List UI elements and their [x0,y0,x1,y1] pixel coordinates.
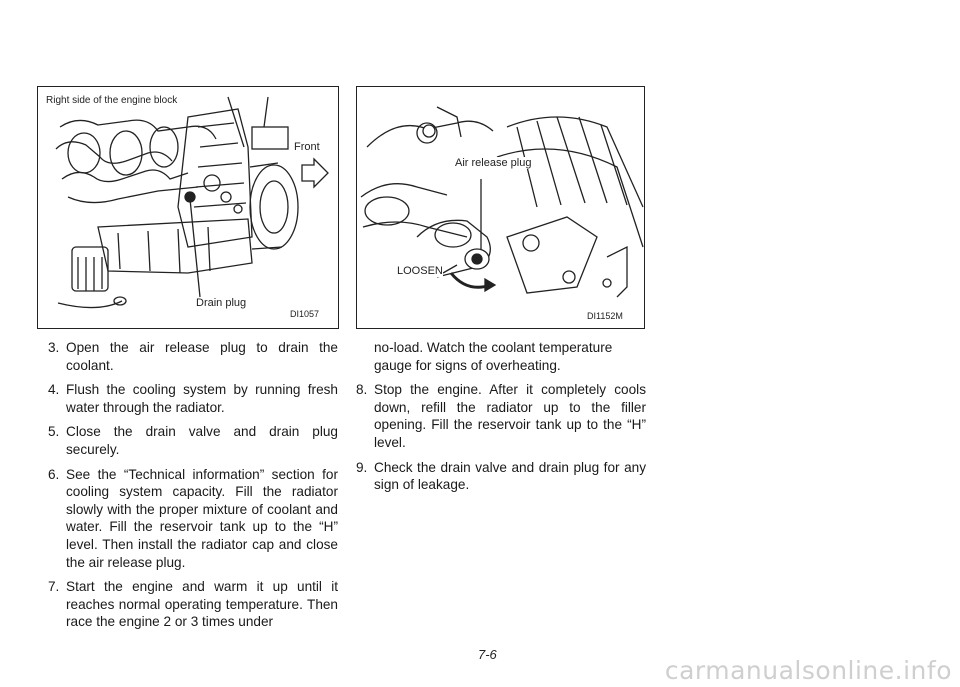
step-number: 6. [48,466,60,482]
step-4 [48,381,338,416]
engine-block-figure [37,86,339,329]
loosen-label: LOOSEN [397,265,443,277]
air-release-illustration [357,87,644,328]
step-text: See the “Technical information” section for cooling system capacity. Fill the radiator slowly with the proper mixture of coolant and water. Fill the reservoir tank up to the “H” level. Then install the radiator cap and close the air release plug. [66,466,338,570]
step-number: 9. [356,459,368,475]
air-release-plug-label: Air release plug [455,157,532,169]
step-text: Stop the engine. After it completely cools down, refill the radiator up to the filler opening. Fill the reservoir tank up to the “H” level. [374,382,646,450]
drain-plug-label: Drain plug [196,297,247,309]
page-number: 7-6 [478,647,497,662]
air-release-figure [356,86,645,329]
step-number: 5. [48,424,60,440]
figure-id: DI1057 [290,309,320,319]
front-label: Front [294,141,320,153]
figure-title: Right side of the engine block [46,95,178,106]
step-text: Flush the cooling system by running fresh water through the radiator. [66,382,338,415]
engine-block-illustration [38,87,338,328]
right-column [356,339,646,501]
step-8 [356,381,646,451]
step-number: 7. [48,579,60,595]
watermark: carmanualsonline.info [664,656,952,685]
step-text: Check the drain valve and drain plug for any sign of leakage. [374,459,646,493]
step-text: Open the air release plug to drain the coolant. [66,340,338,373]
step-3 [48,339,338,374]
step-6 [48,466,338,572]
left-column [48,339,338,638]
step-text: Start the engine and warm it up until it reaches normal operating temperature. Then race the engine 2 or 3 times under [66,579,338,630]
step-9 [356,459,646,494]
step-7 [48,578,338,631]
step-number: 3. [48,340,60,355]
step-text: Close the drain valve and drain plug securely. [66,424,338,457]
step-5 [48,423,338,458]
step-7-continuation: no-load. Watch the coolant temperature gauge for signs of overheating. [374,340,613,373]
step-number: 4. [48,382,60,398]
step-number: 8. [356,382,368,398]
figure-id: DI1152M [587,311,623,321]
